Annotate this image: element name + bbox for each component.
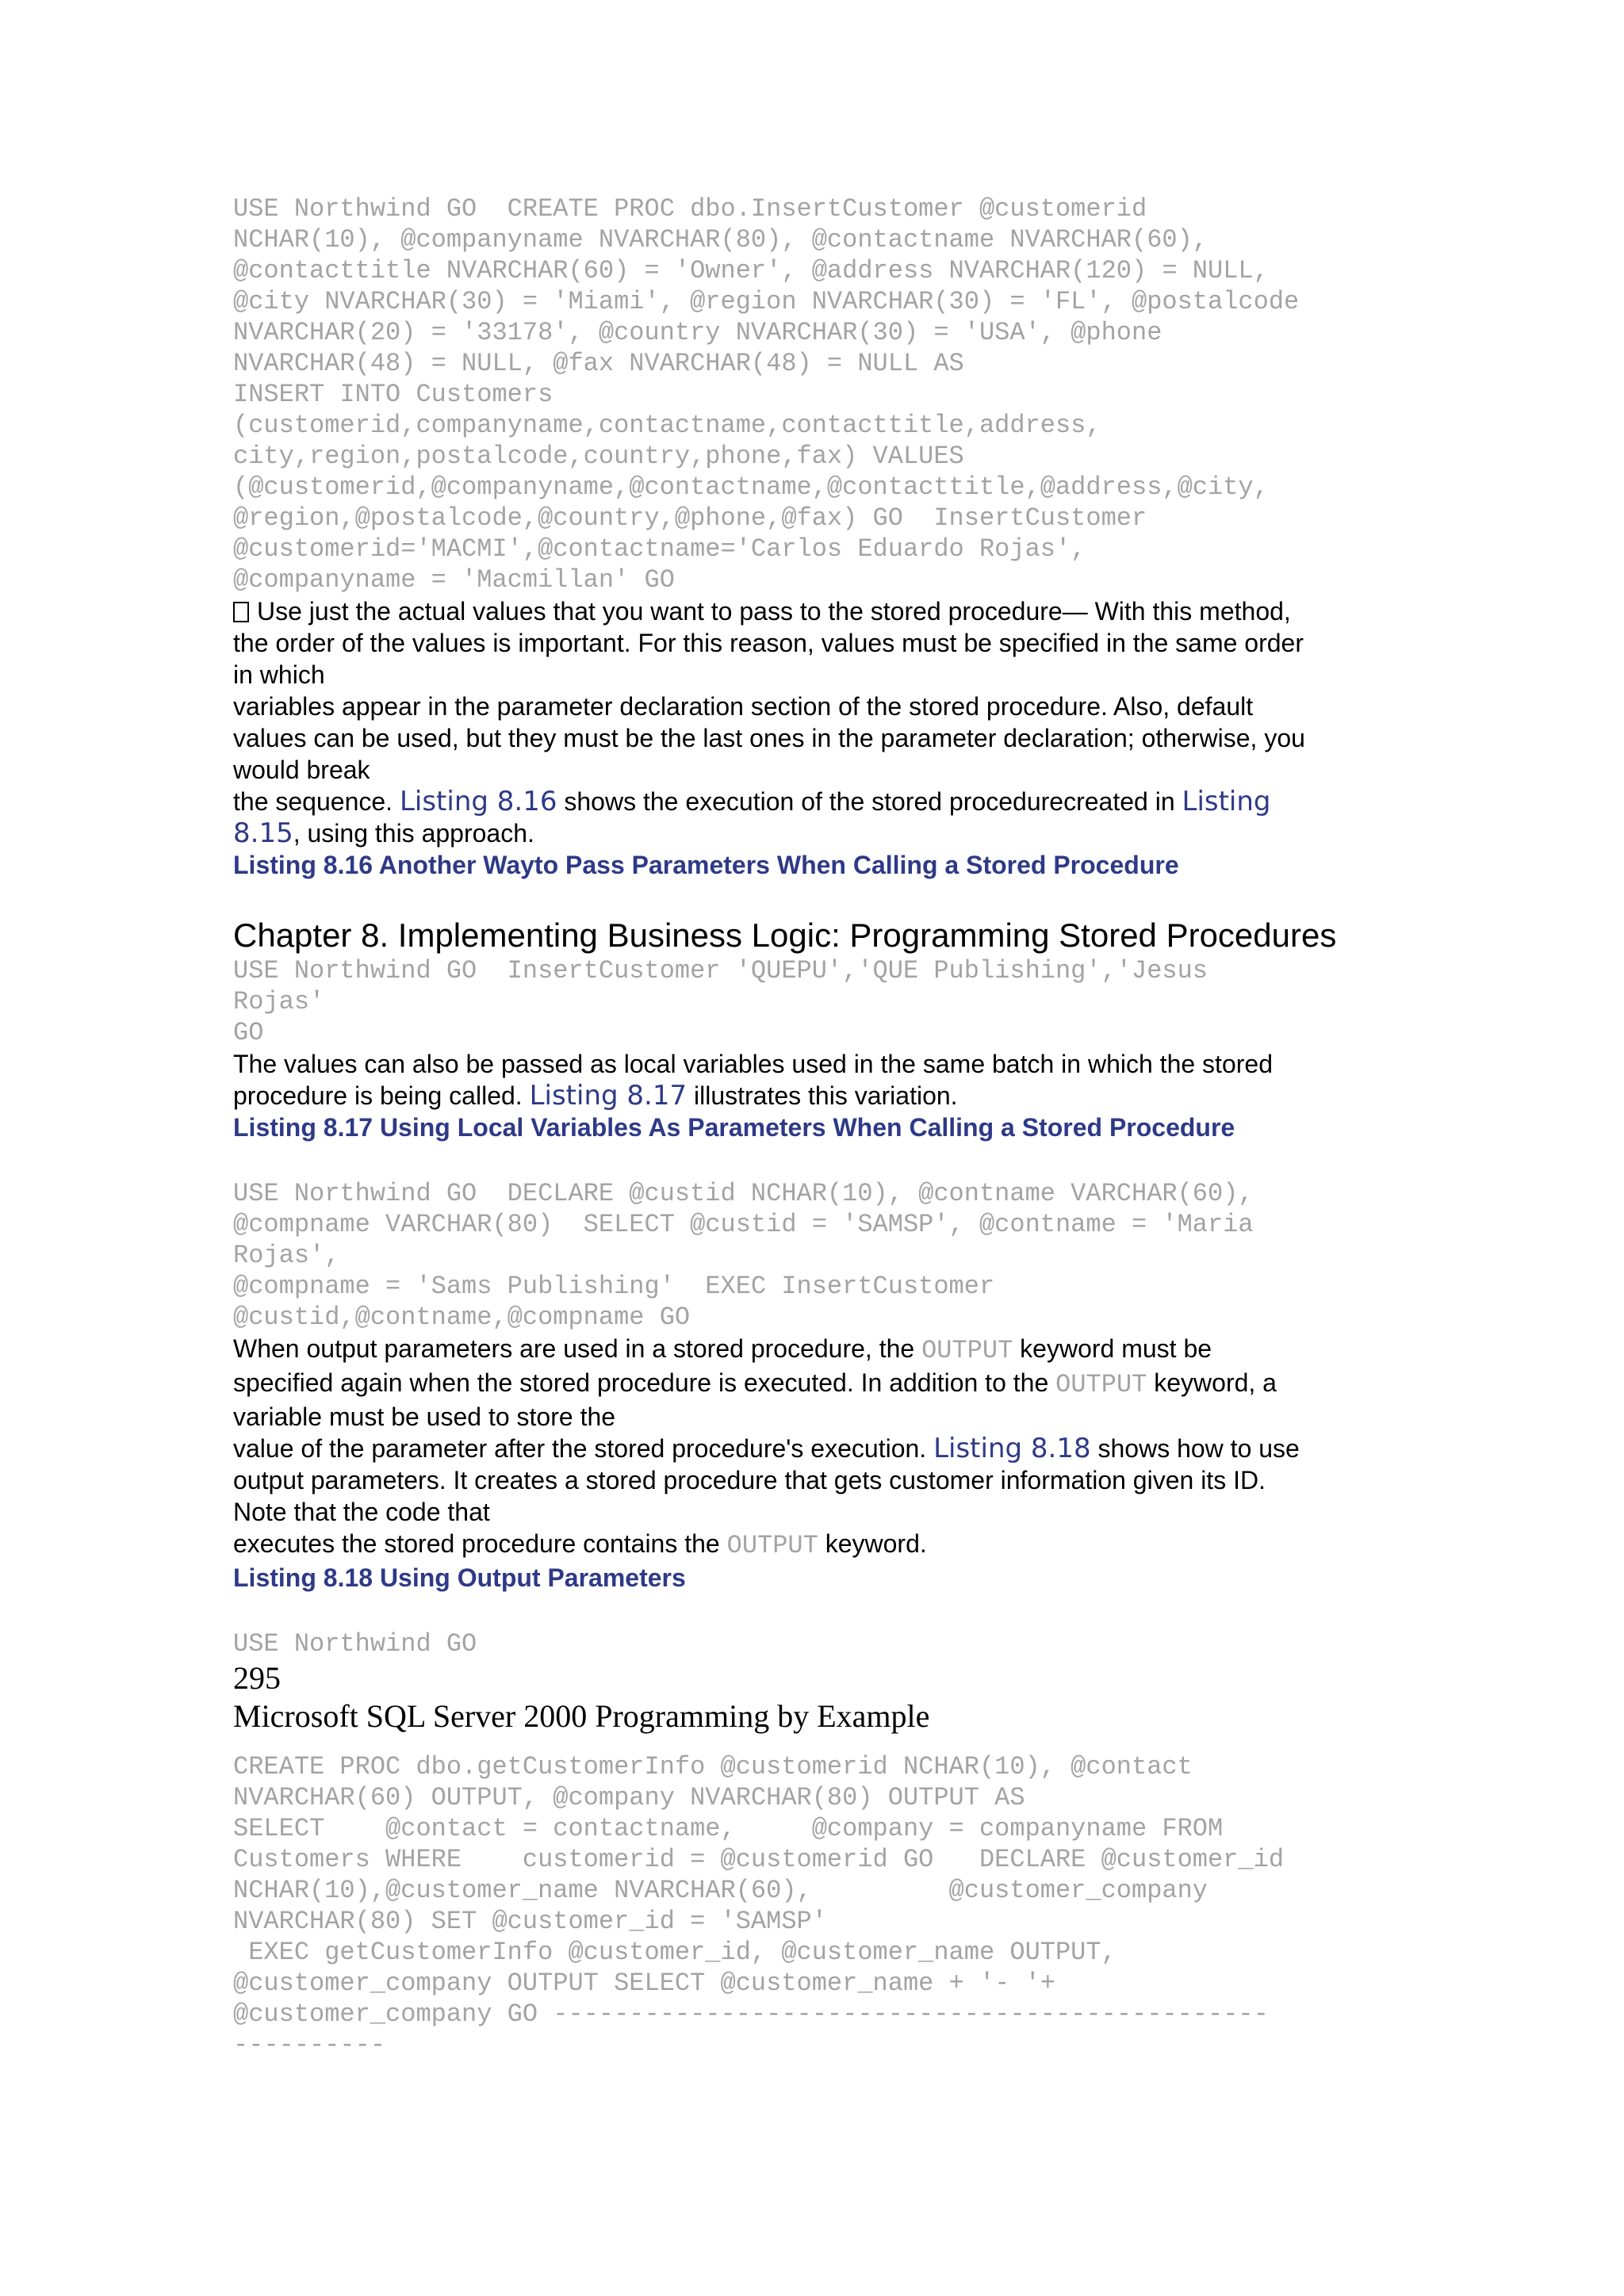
paragraph-output-parameters: When output parameters are used in a stored procedure, the OUTPUT keyword must be specified again when the stored procedure is executed. In addition to the OUTPUT keyword, a variable must be used to store the value of the parameter after the stored procedure's execution. Listing 8.18 shows how to use output parameters. It creates a stored procedure that gets customer information given its ID. Note that the code that executes the stored procedure contains the OUTPUT keyword. [233,1334,1300,1560]
book-title: Microsoft SQL Server 2000 Programming by Example [233,1698,930,1734]
link-listing-8-16[interactable]: Listing 8.16 [399,786,557,817]
caption-listing-8-18: Listing 8.18 Using Output Parameters [233,1563,686,1592]
link-listing-8-15-number[interactable]: 8.15 [233,817,293,849]
code-listing-8-17: USE Northwind GO DECLARE @custid NCHAR(10), @contname VARCHAR(60), @compname VARCHAR(80) SELECT @custid = 'SAMSP', @contname = 'Maria Rojas', @compname = 'Sams Publishing' EXEC InsertCustomer @custid,@contname,@compname GO [233,1179,1254,1332]
code-listing-8-18-start: USE Northwind GO [233,1629,477,1659]
paragraph-positional-values: Use just the actual values that you want to pass to the stored procedure— With this method, the order of the values is important. For this reason, values must be specified in the same order in which variables appear in the parameter declaration section of the stored procedure. Also, default values can be used, but they must be the last ones in the parameter declaration; otherwise, you would break the sequence. Listing 8.16 shows the execution of the stored procedurecreated in Listing 8.15, using this approach. [233,597,1305,849]
output-keyword: OUTPUT [1055,1370,1147,1399]
chapter-title: Chapter 8. Implementing Business Logic: Programming Stored Procedures [233,916,1337,954]
paragraph-local-variables: The values can also be passed as local variables used in the same batch in which the stored procedure is being called. Listing 8.17 illustrates this variation. [233,1050,1273,1112]
caption-listing-8-16: Listing 8.16 Another Wayto Pass Parameters When Calling a Stored Procedure [233,851,1179,879]
link-listing-8-18[interactable]: Listing 8.18 [933,1433,1091,1464]
document-page [233,193,1399,2061]
code-listing-8-15: USE Northwind GO CREATE PROC dbo.InsertCustomer @customerid NCHAR(10), @companyname NVARCHAR(80), @contactname NVARCHAR(60), @contacttitle NVARCHAR(60) = 'Owner', @address NVARCHAR(120) = NULL, @city NVARCHAR(30) = 'Miami', @region NVARCHAR(30) = 'FL', @postalcode NVARCHAR(20) = '33178', @country NVARCHAR(30) = 'USA', @phone NVARCHAR(48) = NULL, @fax NVARCHAR(48) = NULL AS INSERT INTO Customers (customerid,companyname,contactname,contacttitle,address, city,region,postalcode,country,phone,fax) VALUES (@customerid,@companyname,@contactname,@contacttitle,@address,@city, @region,@postalcode,@country,@phone,@fax) GO InsertCustomer @customerid='MACMI',@contactname='Carlos Eduardo Rojas', @companyname = 'Macmillan' GO [233,194,1300,595]
link-listing-8-17[interactable]: Listing 8.17 [529,1080,688,1112]
page-number: 295 [233,1660,281,1696]
output-keyword: OUTPUT [921,1336,1013,1365]
link-listing-8-15[interactable]: Listing [1182,786,1271,817]
code-listing-8-16: USE Northwind GO InsertCustomer 'QUEPU','QUE Publishing','Jesus Rojas' GO [233,956,1208,1047]
bullet-box-icon [233,602,249,622]
code-listing-8-18: CREATE PROC dbo.getCustomerInfo @customerid NCHAR(10), @contact NVARCHAR(60) OUTPUT, @company NVARCHAR(80) OUTPUT AS SELECT @contact = contactname, @company = companyname FROM Customers WHERE customerid = @customerid GO DECLARE @customer_id NCHAR(10),@customer_name NVARCHAR(60), @customer_company NVARCHAR(80) SET @customer_id = 'SAMSP' EXEC getCustomerInfo @customer_id, @customer_name OUTPUT, @customer_company OUTPUT SELECT @customer_name + '- '+ @customer_company GO ----------------------------------------------- ---------- [233,1752,1285,2060]
output-keyword: OUTPUT [726,1531,818,1560]
caption-listing-8-17: Listing 8.17 Using Local Variables As Parameters When Calling a Stored Procedure [233,1113,1235,1142]
